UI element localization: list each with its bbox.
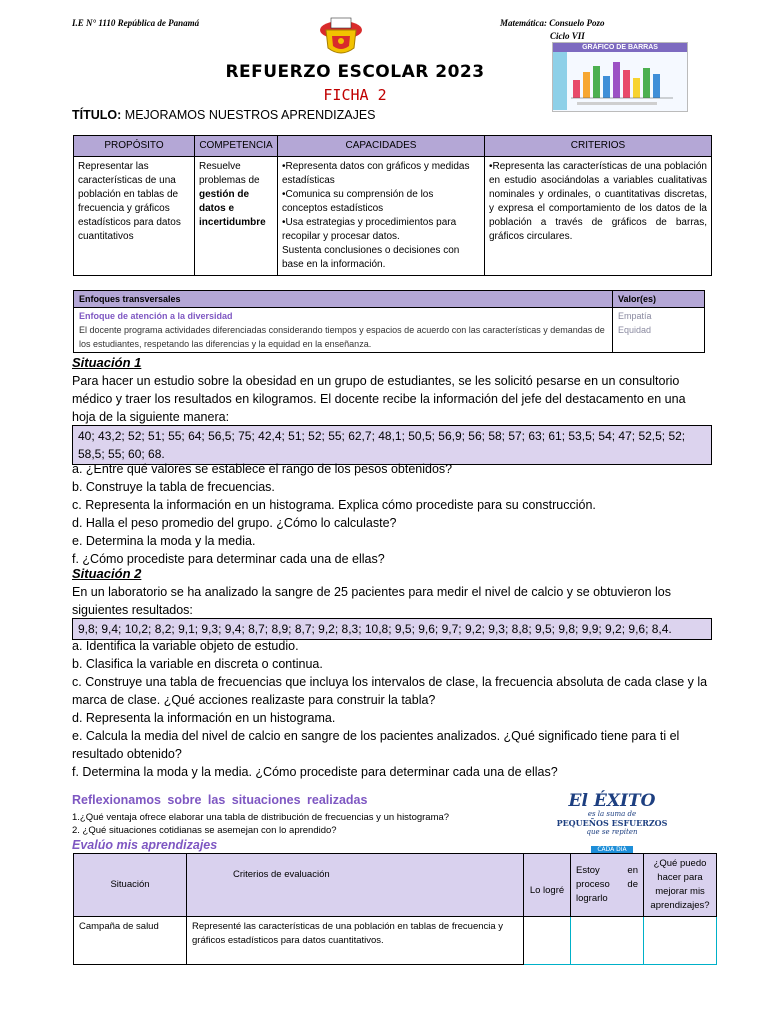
question-item: b. Clasifica la variable en discreta o continua. <box>72 657 323 671</box>
situation-2-questions <box>72 637 712 781</box>
question-item: d. Halla el peso promedio del grupo. ¿Cómo lo calculaste? <box>72 516 397 530</box>
situation-1-data: 40; 43,2; 52; 51; 55; 64; 56,5; 75; 42,4; 51; 52; 55; 62,7; 48,1; 50,5; 56,9; 56; 58; 57; 63; 61; 53,5; 54; 47; 52,5; 52; 58,5; 55; 60; 68. <box>72 425 712 465</box>
question-item: f. ¿Cómo procediste para determinar cada una de ellas? <box>72 552 385 566</box>
eval-header-proceso: Estoy en proceso de lograrlo <box>571 854 644 917</box>
school-name: I.E N° 1110 República de Panamá <box>72 18 200 28</box>
eval-header-criterios: Criterios de evaluación <box>187 854 524 917</box>
capacidades-cell <box>278 157 485 276</box>
reflection-item: 2. ¿Qué situaciones cotidianas se asemejan con lo aprendido? <box>72 825 337 836</box>
transversal-body <box>74 308 613 353</box>
eval-row-proceso-cell[interactable] <box>571 917 644 965</box>
competencia-bold: gestión de datos e incertidumbre <box>199 189 266 228</box>
header-capacidades: CAPACIDADES <box>278 136 485 157</box>
eval-row-criterio: Representé las características de una población en tablas de frecuencia y gráficos estadísticos para datos cuantitativos. <box>187 917 524 965</box>
teacher-name: Matemática: Consuelo Pozo <box>500 18 605 28</box>
capacidad-item: •Usa estrategias y procedimientos para recopilar y procesar datos. <box>282 217 457 242</box>
eval-row-mejorar-cell[interactable] <box>644 917 717 965</box>
value-item: Equidad <box>618 325 652 335</box>
transversal-table <box>73 290 705 353</box>
banner-line: que se repiten <box>586 828 638 836</box>
question-item: c. Representa la información en un histograma. Explica cómo procediste para su construcción. <box>72 498 596 512</box>
question-item: d. Representa la información en un histograma. <box>72 711 336 725</box>
planning-table <box>73 135 712 276</box>
competencia-cell <box>195 157 278 276</box>
capacidad-item: •Representa datos con gráficos y medidas estadísticas <box>282 161 470 186</box>
situation-2-intro: En un laboratorio se ha analizado la sangre de 25 pacientes para medir el nivel de calcio y se obtuvieron los siguientes resultados: <box>72 585 671 617</box>
value-item: Empatía <box>618 311 652 321</box>
transversal-header: Enfoques transversales <box>74 291 613 308</box>
banner-line: es la suma de <box>587 810 637 818</box>
chart-thumb-title: GRÁFICO DE BARRAS <box>553 43 687 52</box>
banner-line: El ÉXITO <box>568 791 656 811</box>
proposito-cell: Representar las características de una población en tablas de frecuencia y gráficos estadísticos para datos cuantitativos <box>74 157 195 276</box>
reflection-questions <box>72 811 449 837</box>
question-item: a. ¿Entre qué valores se establece el rango de los pesos obtenidos? <box>72 462 453 476</box>
competencia-text: Resuelve problemas de <box>199 161 260 186</box>
focus-title: Enfoque de atención a la diversidad <box>79 311 233 321</box>
school-crest-logo <box>318 10 364 58</box>
banner-line: CADA DÍA <box>591 846 632 854</box>
focus-text: El docente programa actividades diferenciadas considerando tiempos y espacios de acuerdo con las características y demandas de los estudiantes, respetando las diferencias y la equidad en la enseñanza. <box>79 325 605 349</box>
values-cell <box>613 308 705 353</box>
cycle-label: Ciclo VII <box>550 31 585 41</box>
situation-1-title: Situación 1 <box>72 355 142 370</box>
lesson-title-label: TÍTULO: <box>72 108 122 122</box>
eval-row-logre-cell[interactable] <box>524 917 571 965</box>
question-item: f. Determina la moda y la media. ¿Cómo procediste para determinar cada una de ellas? <box>72 765 558 779</box>
question-item: e. Calcula la media del nivel de calcio en sangre de los pacientes analizados. ¿Qué significado tiene para ti el resultado obtenido? <box>72 729 680 761</box>
criterios-cell: •Representa las características de una población en estudio asociándolas a variables cualitativas nominales y ordinales, o cuantitativas discretas, y expresa el comportamiento de los datos de la población a través de gráficos de barras, gráficos circulares. <box>485 157 712 276</box>
situation-2-data: 9,8; 9,4; 10,2; 8,2; 9,1; 9,3; 9,4; 8,7; 8,9; 8,7; 9,2; 8,3; 10,8; 9,5; 9,6; 9,7; 9,2; 9,3; 8,8; 9,5; 9,8; 9,9; 9,2; 9,6; 8,4. <box>72 618 712 640</box>
header-proposito: PROPÓSITO <box>74 136 195 157</box>
header-criterios: CRITERIOS <box>485 136 712 157</box>
header-competencia: COMPETENCIA <box>195 136 278 157</box>
lesson-title-value: MEJORAMOS NUESTROS APRENDIZAJES <box>124 108 376 122</box>
situation-1-intro: Para hacer un estudio sobre la obesidad en un grupo de estudiantes, se les solicitó pesarse en un consultorio médico y traer los resultados en kilogramos. El docente recibe la información del jefe del destacamento en una hoja de la siguiente manera: <box>72 374 686 424</box>
situation-1-questions <box>72 460 708 568</box>
banner-line: PEQUEÑOS ESFUERZOS <box>556 818 668 828</box>
values-header: Valor(es) <box>613 291 705 308</box>
question-item: c. Construye una tabla de frecuencias que incluya los intervalos de clase, la frecuencia absoluta de cada clase y la marca de clase. ¿Qué acciones realizaste para construir la tabla? <box>72 675 708 707</box>
evaluation-table <box>73 853 717 965</box>
page-title: REFUERZO ESCOLAR 2023 <box>225 62 485 82</box>
eval-row-situacion: Campaña de salud <box>74 917 187 965</box>
eval-header-logre: Lo logré <box>524 854 571 917</box>
question-item: e. Determina la moda y la media. <box>72 534 256 548</box>
eval-header-mejorar: ¿Qué puedo hacer para mejorar mis aprendizajes? <box>644 854 717 917</box>
eval-header-situacion: Situación <box>74 854 187 917</box>
sheet-number: FICHA 2 <box>323 86 387 104</box>
reflection-title: Reflexionamos sobre las situaciones realizadas <box>72 793 368 807</box>
evaluation-title: Evalúo mis aprendizajes <box>72 838 218 852</box>
question-item: b. Construye la tabla de frecuencias. <box>72 480 275 494</box>
lesson-title <box>72 108 376 122</box>
motivational-banner <box>545 791 679 853</box>
capacidad-item: Sustenta conclusiones o decisiones con base en la información. <box>282 245 460 270</box>
situation-2-title: Situación 2 <box>72 566 142 581</box>
capacidad-item: •Comunica su comprensión de los conceptos estadísticos <box>282 189 434 214</box>
reflection-item: 1.¿Qué ventaja ofrece elaborar una tabla de distribución de frecuencias y un histograma? <box>72 812 450 823</box>
question-item: a. Identifica la variable objeto de estudio. <box>72 639 299 653</box>
